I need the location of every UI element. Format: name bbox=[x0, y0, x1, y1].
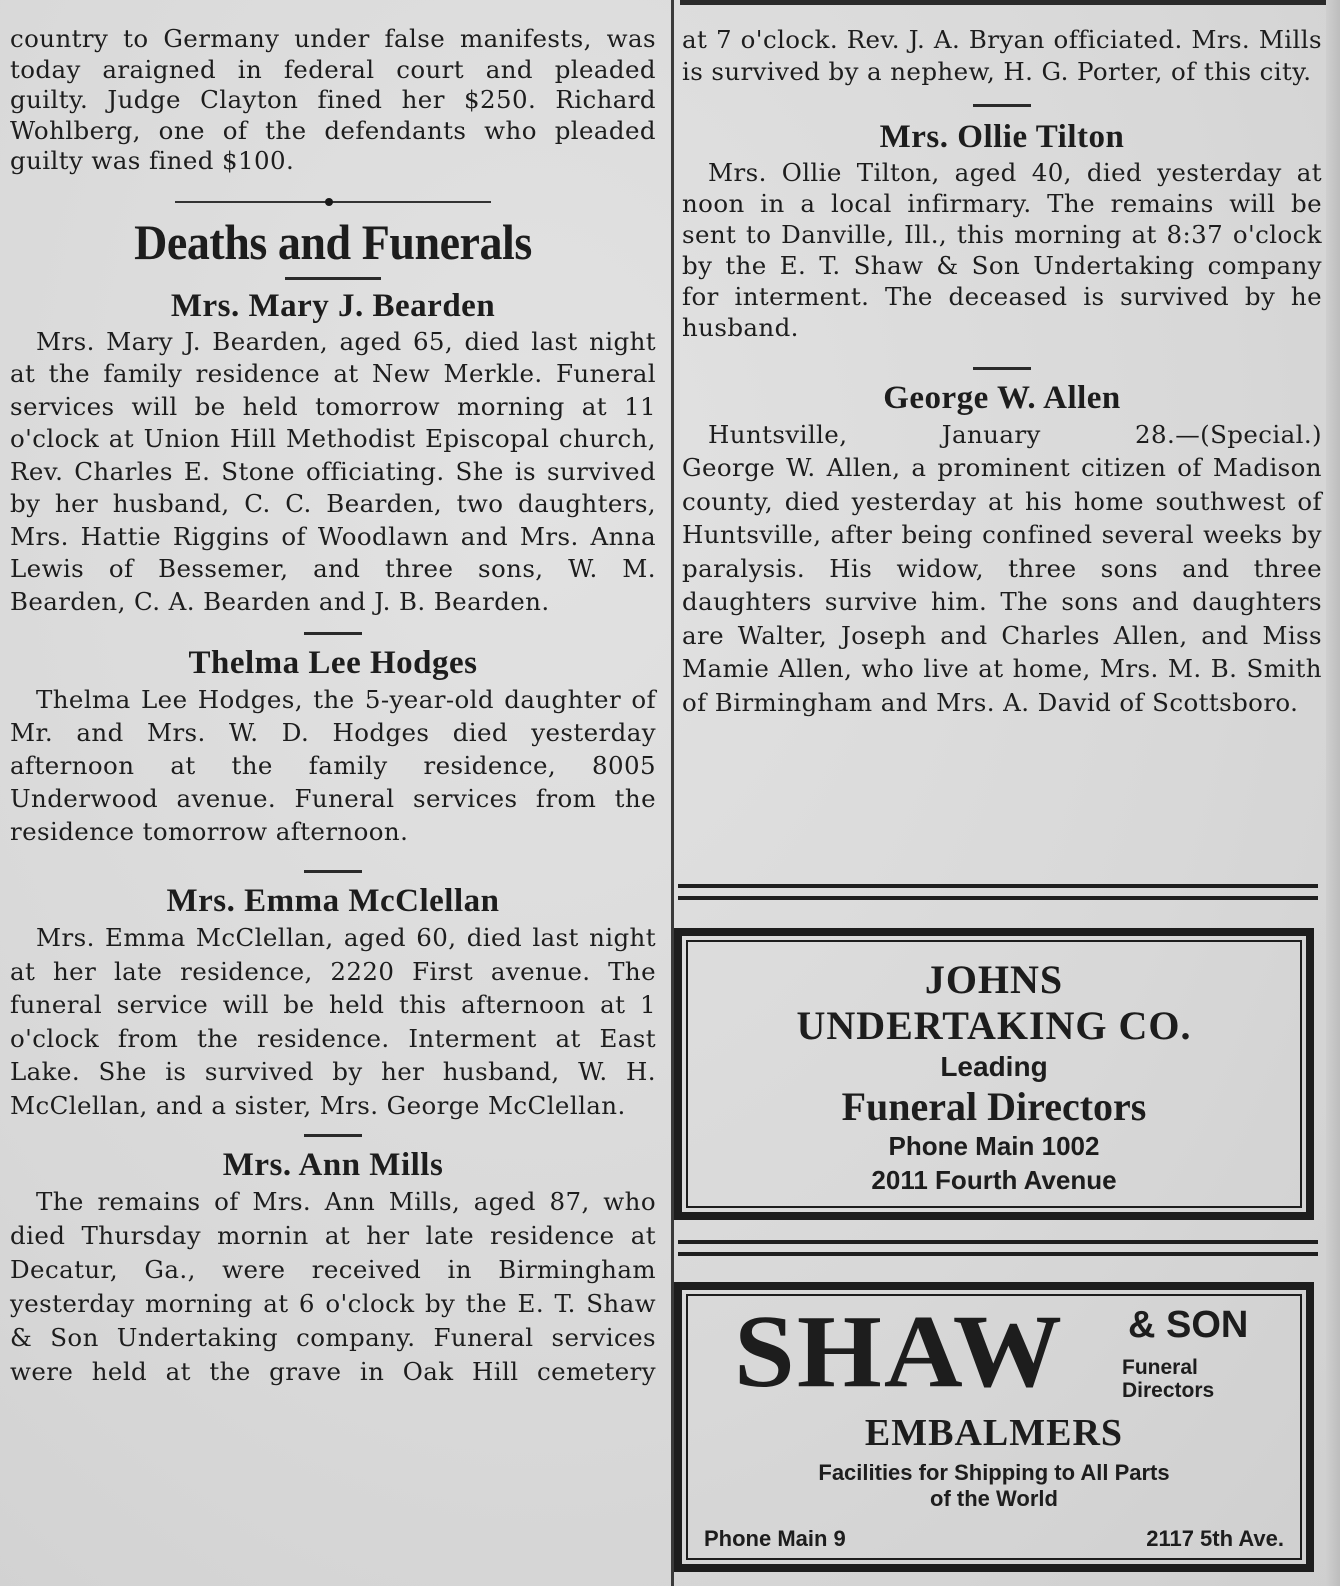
ad-subtitle bbox=[1122, 1356, 1214, 1402]
double-rule bbox=[678, 1240, 1318, 1256]
divider bbox=[973, 367, 1031, 370]
ad-company-suffix: & SON bbox=[1128, 1304, 1249, 1346]
ornamental-divider bbox=[175, 201, 491, 203]
obituary bbox=[682, 117, 1322, 343]
ad-company-name: JOHNS bbox=[924, 957, 1064, 1002]
divider bbox=[304, 1134, 362, 1137]
obituary bbox=[10, 643, 656, 848]
ad-subtitle-line: Funeral bbox=[1122, 1356, 1198, 1379]
ad-tagline-2: of the World bbox=[930, 1486, 1058, 1511]
obituary-text: Thelma Lee Hodges, the 5-year-old daughter of Mr. and Mrs. W. D. Hodges died yesterday afternoon at the family residence, 8005 Underwood avenue. Funeral services from the residence tomorrow afternoon. bbox=[10, 685, 656, 846]
obituary-text: The remains of Mrs. Ann Mills, aged 87, who died Thursday mornin at her late residence at Decatur, Ga., were received in Birmingham yesterday morning at 6 o'clock by the E. T. Shaw & Son Undertaking company. Funeral services were held at the grave in Oak Hill cemetery bbox=[10, 1187, 656, 1386]
ad-tagline: Facilities for Shipping to All Parts bbox=[818, 1460, 1170, 1485]
divider bbox=[973, 104, 1031, 107]
ad-leading: Leading bbox=[940, 1051, 1048, 1082]
obituary bbox=[10, 881, 656, 1122]
obituary-text: Mrs. Emma McClellan, aged 60, died last night at her late residence, 2220 First avenue. The funeral service will be held this afternoon at 1 o'clock from the residence. Interment at East Lake. She is survived by her husband, W. H. McClellan, and a sister, Mrs. George McClellan. bbox=[10, 923, 656, 1120]
obituary-name: Thelma Lee Hodges bbox=[188, 645, 478, 681]
ad-phone: Phone Main 9 bbox=[704, 1526, 846, 1551]
ad-address: 2011 Fourth Avenue bbox=[871, 1165, 1117, 1195]
obituary-name: Mrs. Ann Mills bbox=[222, 1147, 444, 1183]
left-column bbox=[10, 0, 656, 1389]
obituary-text: Mrs. Ollie Tilton, aged 40, died yesterday at noon in a local infirmary. The remains will be sent to Danville, Ill., this morning at 8:37 o'clock by the E. T. Shaw & Son Undertaking company for interment. The deceased is survived by he husband. bbox=[682, 158, 1322, 342]
ad-phone: Phone Main 1002 bbox=[888, 1131, 1100, 1161]
ad-footer bbox=[682, 1526, 1306, 1552]
double-rule bbox=[678, 884, 1318, 900]
obituary-text: Mrs. Mary J. Bearden, aged 65, died last night at the family residence at New Merkle. Funeral services will be held tomorrow morning at 11 o'clock at Union Hill Methodist Episcopal church, Rev. Charles E. Stone officiating. She is survived by her husband, C. C. Bearden, two daughters, Mrs. Hattie Riggins of Woodlawn and Mrs. Anna Lewis of Bessemer, and three sons, W. M. Bearden, C. A. Bearden and J. B. Bearden. bbox=[10, 326, 656, 616]
continued-article-text: country to Germany under false manifests, was today araigned in federal court and pleaded guilty. Judge Clayton fined her $250. Richard Wohlberg, one of the defendants who pleaded guilty was fined $100. bbox=[10, 24, 656, 175]
obituary-name: George W. Allen bbox=[883, 380, 1121, 416]
continued-article-text: at 7 o'clock. Rev. J. A. Bryan officiated. Mrs. Mills is survived by a nephew, H. G. Porter, of this city. bbox=[682, 25, 1322, 86]
obituary-name: Mrs. Ollie Tilton bbox=[879, 119, 1125, 155]
obituary bbox=[10, 286, 656, 619]
ad-funeral-directors: Funeral Directors bbox=[841, 1084, 1147, 1129]
obituary bbox=[682, 378, 1322, 719]
page-edge bbox=[1326, 0, 1340, 1586]
johns-undertaking-ad bbox=[674, 928, 1314, 1220]
obituary-text: George W. Allen, a prominent citizen of Madison county, died yesterday at his home southwest of Huntsville, after being confined several weeks by paralysis. His widow, three sons and three daughters survive him. The sons and daughters are Walter, Joseph and Charles Allen, and Miss Mamie Allen, who live at home, Mrs. M. B. Smith of Birmingham and Mrs. A. David of Scottsboro. bbox=[682, 453, 1322, 717]
ad-company-name: SHAW bbox=[734, 1294, 1065, 1409]
obituary bbox=[10, 1145, 656, 1389]
obituary-name: Mrs. Emma McClellan bbox=[166, 883, 500, 919]
shaw-and-son-ad bbox=[674, 1282, 1314, 1572]
right-column bbox=[682, 0, 1322, 719]
ad-company-name-2: UNDERTAKING CO. bbox=[796, 1003, 1192, 1048]
divider bbox=[304, 632, 362, 635]
ad-subtitle-line: Directors bbox=[1122, 1379, 1215, 1402]
section-title: Deaths and Funerals bbox=[134, 213, 532, 270]
obituary-name: Mrs. Mary J. Bearden bbox=[170, 287, 496, 324]
ad-service: EMBALMERS bbox=[864, 1412, 1124, 1454]
divider bbox=[304, 870, 362, 873]
divider bbox=[285, 277, 381, 280]
ad-address: 2117 5th Ave. bbox=[1146, 1526, 1284, 1551]
obituary-dateline: Huntsville, January 28.—(Special.) bbox=[708, 420, 1322, 449]
